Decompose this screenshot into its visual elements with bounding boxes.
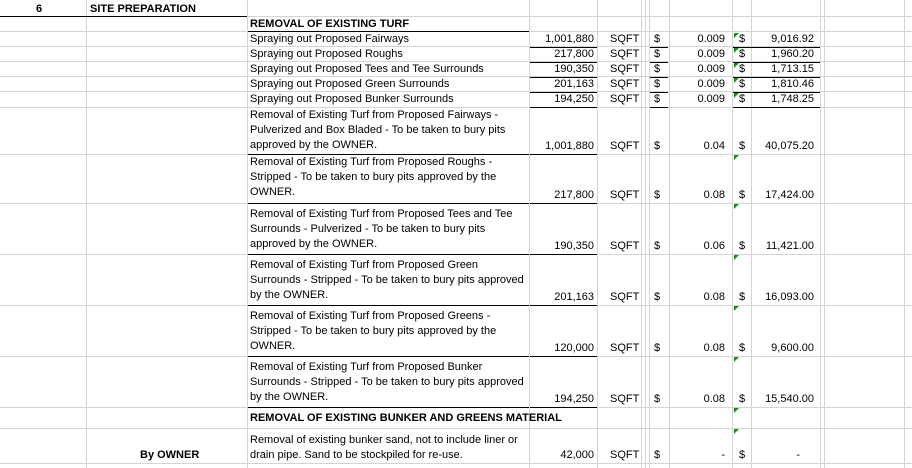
rate-cell[interactable]: 0.009 bbox=[697, 78, 725, 90]
spray-description[interactable]: Spraying out Proposed Green Surrounds bbox=[250, 78, 450, 90]
currency-cell[interactable]: $ bbox=[654, 240, 661, 252]
desc-line: Surrounds - Pulverized - To be taken to bury pits bbox=[250, 223, 486, 235]
error-indicator-icon bbox=[734, 204, 739, 209]
rate-cell[interactable]: 0.009 bbox=[697, 48, 725, 60]
currency-cell[interactable]: $ bbox=[654, 342, 661, 354]
section-title: SITE PREPARATION bbox=[90, 3, 196, 15]
by-owner-note: By OWNER bbox=[140, 449, 200, 461]
rate-cell[interactable]: 0.06 bbox=[703, 240, 725, 252]
total-cell[interactable]: 16,093.00 bbox=[765, 291, 814, 303]
unit-cell[interactable]: SQFT bbox=[610, 449, 640, 461]
desc-line: by the OWNER. bbox=[250, 289, 329, 301]
currency-cell[interactable]: $ bbox=[654, 78, 661, 90]
cell-underline bbox=[530, 203, 597, 204]
desc-line: Removal of Existing Turf from Proposed Greens - bbox=[250, 310, 491, 322]
rate-cell[interactable]: 0.08 bbox=[703, 189, 725, 201]
heading-removal-of-bunker-material: REMOVAL OF EXISTING BUNKER AND GREENS MATERIAL bbox=[250, 412, 562, 424]
column-divider bbox=[641, 0, 642, 468]
last-row-description[interactable] bbox=[250, 433, 535, 463]
cell-underline bbox=[530, 254, 597, 255]
cell-underline bbox=[248, 407, 529, 408]
removal-description[interactable] bbox=[250, 155, 535, 200]
desc-line: Stripped - To be taken to bury pits approved by the bbox=[250, 325, 497, 337]
total-cell[interactable]: 1,810.46 bbox=[771, 78, 814, 90]
removal-description[interactable] bbox=[250, 360, 535, 405]
currency-cell[interactable]: $ bbox=[654, 189, 661, 201]
desc-line: Removal of existing bunker sand, not to include liner or bbox=[250, 434, 518, 446]
spray-description[interactable]: Spraying out Proposed Tees and Tee Surrounds bbox=[250, 63, 484, 75]
rate-cell[interactable]: 0.009 bbox=[697, 63, 725, 75]
desc-line: approved by the OWNER. bbox=[250, 139, 378, 151]
currency-cell[interactable]: $ bbox=[739, 342, 746, 354]
rate-cell[interactable]: 0.08 bbox=[703, 342, 725, 354]
total-cell[interactable]: 40,075.20 bbox=[765, 140, 814, 152]
currency-cell[interactable]: $ bbox=[654, 140, 661, 152]
cell-underline bbox=[248, 305, 529, 306]
unit-cell[interactable]: SQFT bbox=[610, 342, 640, 354]
desc-line: OWNER. bbox=[250, 340, 296, 352]
unit-cell[interactable]: SQFT bbox=[610, 140, 640, 152]
rate-cell[interactable]: 0.08 bbox=[703, 393, 725, 405]
unit-cell[interactable]: SQFT bbox=[610, 33, 640, 45]
cell-underline bbox=[530, 154, 597, 155]
currency-cell[interactable]: $ bbox=[739, 48, 746, 60]
unit-cell[interactable]: SQFT bbox=[610, 291, 640, 303]
rate-cell[interactable]: 0.04 bbox=[703, 140, 725, 152]
unit-cell[interactable]: SQFT bbox=[610, 393, 640, 405]
currency-cell[interactable]: $ bbox=[654, 393, 661, 405]
row-divider bbox=[0, 428, 912, 429]
desc-line: Pulverized and Box Bladed - To be taken to bury pits bbox=[250, 124, 506, 136]
total-cell[interactable]: 1,713.15 bbox=[771, 63, 814, 75]
unit-cell[interactable]: SQFT bbox=[610, 189, 640, 201]
column-divider bbox=[597, 0, 598, 468]
section-number: 6 bbox=[36, 3, 43, 15]
cell-underline bbox=[248, 254, 529, 255]
spray-description[interactable]: Spraying out Proposed Roughs bbox=[250, 48, 403, 60]
error-indicator-icon bbox=[734, 48, 739, 53]
spray-description[interactable]: Spraying out Proposed Fairways bbox=[250, 33, 409, 45]
unit-cell[interactable]: SQFT bbox=[610, 240, 640, 252]
rate-cell[interactable]: 0.009 bbox=[697, 93, 725, 105]
currency-cell[interactable]: $ bbox=[654, 48, 661, 60]
currency-cell[interactable]: $ bbox=[739, 63, 746, 75]
desc-line: Surrounds - Stripped - To be taken to bury pits approved bbox=[250, 376, 524, 388]
heading-removal-of-existing-turf: REMOVAL OF EXISTING TURF bbox=[250, 18, 410, 30]
error-indicator-icon bbox=[734, 357, 739, 362]
rate-cell[interactable]: - bbox=[721, 449, 725, 461]
currency-cell[interactable]: $ bbox=[654, 33, 661, 45]
column-divider bbox=[904, 0, 905, 468]
desc-line: Removal of Existing Turf from Proposed Green bbox=[250, 259, 479, 271]
desc-line: OWNER. bbox=[250, 186, 296, 198]
rate-cell[interactable]: 0.08 bbox=[703, 291, 725, 303]
column-divider bbox=[820, 0, 821, 468]
removal-description[interactable] bbox=[250, 108, 535, 153]
column-divider bbox=[86, 0, 87, 468]
desc-line: Removal of Existing Turf from Proposed Bunker bbox=[250, 361, 483, 373]
currency-cell[interactable]: $ bbox=[739, 33, 746, 45]
error-indicator-icon bbox=[734, 93, 739, 98]
currency-cell[interactable]: $ bbox=[654, 63, 661, 75]
column-divider bbox=[732, 0, 733, 468]
qty-cell[interactable]: 217,800 bbox=[554, 189, 594, 201]
unit-cell[interactable]: SQFT bbox=[610, 63, 640, 75]
desc-line: drain pipe. Sand to be stockpiled for re-use. bbox=[250, 449, 463, 461]
desc-line: Stripped - To be taken to bury pits approved by the bbox=[250, 171, 497, 183]
error-indicator-icon bbox=[734, 408, 739, 413]
qty-cell[interactable]: 120,000 bbox=[554, 342, 594, 354]
qty-cell[interactable]: 1,001,880 bbox=[545, 140, 594, 152]
desc-line: Removal of Existing Turf from Proposed Fairways - bbox=[250, 109, 499, 121]
total-cell[interactable]: - bbox=[796, 449, 800, 461]
currency-cell[interactable]: $ bbox=[654, 291, 661, 303]
error-indicator-icon bbox=[734, 306, 739, 311]
error-indicator-icon bbox=[734, 78, 739, 83]
desc-line: by the OWNER. bbox=[250, 391, 329, 403]
desc-line: Removal of Existing Turf from Proposed Tees and Tee bbox=[250, 208, 513, 220]
removal-description[interactable] bbox=[250, 309, 535, 354]
desc-line: Removal of Existing Turf from Proposed Roughs - bbox=[250, 156, 493, 168]
cell-underline bbox=[530, 107, 597, 108]
rate-cell[interactable]: 0.009 bbox=[697, 33, 725, 45]
total-cell[interactable]: 9,016.92 bbox=[771, 33, 814, 45]
cell-underline bbox=[650, 107, 668, 108]
error-indicator-icon bbox=[734, 63, 739, 68]
qty-cell[interactable]: 42,000 bbox=[560, 449, 594, 461]
column-divider bbox=[649, 0, 650, 468]
removal-description[interactable] bbox=[250, 258, 535, 303]
currency-cell[interactable]: $ bbox=[739, 93, 746, 105]
cell-underline bbox=[530, 305, 597, 306]
error-indicator-icon bbox=[734, 155, 739, 160]
qty-cell[interactable]: 190,350 bbox=[554, 63, 594, 75]
qty-cell[interactable]: 201,163 bbox=[554, 291, 594, 303]
total-cell[interactable]: 11,421.00 bbox=[765, 240, 814, 252]
removal-description[interactable] bbox=[250, 207, 535, 252]
column-divider bbox=[824, 0, 825, 468]
currency-cell[interactable]: $ bbox=[739, 393, 746, 405]
desc-line: approved by the OWNER. bbox=[250, 238, 378, 250]
currency-cell[interactable]: $ bbox=[739, 140, 746, 152]
spray-description[interactable]: Spraying out Proposed Bunker Surrounds bbox=[250, 93, 454, 105]
error-indicator-icon bbox=[734, 33, 739, 38]
qty-cell[interactable]: 217,800 bbox=[554, 48, 594, 60]
currency-cell[interactable]: $ bbox=[739, 189, 746, 201]
cell-underline bbox=[248, 203, 529, 204]
qty-cell[interactable]: 190,350 bbox=[554, 240, 594, 252]
qty-cell[interactable]: 194,250 bbox=[554, 393, 594, 405]
qty-cell[interactable]: 201,163 bbox=[554, 78, 594, 90]
desc-line: Surrounds - Stripped - To be taken to bury pits approved bbox=[250, 274, 524, 286]
currency-cell[interactable]: $ bbox=[654, 93, 661, 105]
currency-cell[interactable]: $ bbox=[739, 449, 746, 461]
unit-cell[interactable]: SQFT bbox=[610, 93, 640, 105]
total-cell[interactable]: 15,540.00 bbox=[765, 393, 814, 405]
qty-cell[interactable]: 1,001,880 bbox=[545, 33, 594, 45]
cell-underline bbox=[733, 107, 820, 108]
row-divider bbox=[0, 463, 912, 464]
total-cell[interactable]: 1,960.20 bbox=[771, 48, 814, 60]
qty-cell[interactable]: 194,250 bbox=[554, 93, 594, 105]
column-divider bbox=[247, 0, 248, 468]
currency-cell[interactable]: $ bbox=[739, 240, 746, 252]
unit-cell[interactable]: SQFT bbox=[610, 78, 640, 90]
column-divider bbox=[645, 0, 646, 468]
error-indicator-icon bbox=[734, 429, 739, 434]
total-cell[interactable]: 1,748.25 bbox=[771, 93, 814, 105]
error-indicator-icon bbox=[734, 255, 739, 260]
unit-cell[interactable]: SQFT bbox=[610, 48, 640, 60]
currency-cell[interactable]: $ bbox=[739, 291, 746, 303]
section-underline bbox=[0, 16, 247, 17]
currency-cell[interactable]: $ bbox=[654, 449, 661, 461]
total-cell[interactable]: 17,424.00 bbox=[765, 189, 814, 201]
cell-underline bbox=[530, 407, 597, 408]
cell-underline bbox=[530, 356, 597, 357]
currency-cell[interactable]: $ bbox=[739, 78, 746, 90]
cell-underline bbox=[248, 356, 529, 357]
total-cell[interactable]: 9,600.00 bbox=[771, 342, 814, 354]
